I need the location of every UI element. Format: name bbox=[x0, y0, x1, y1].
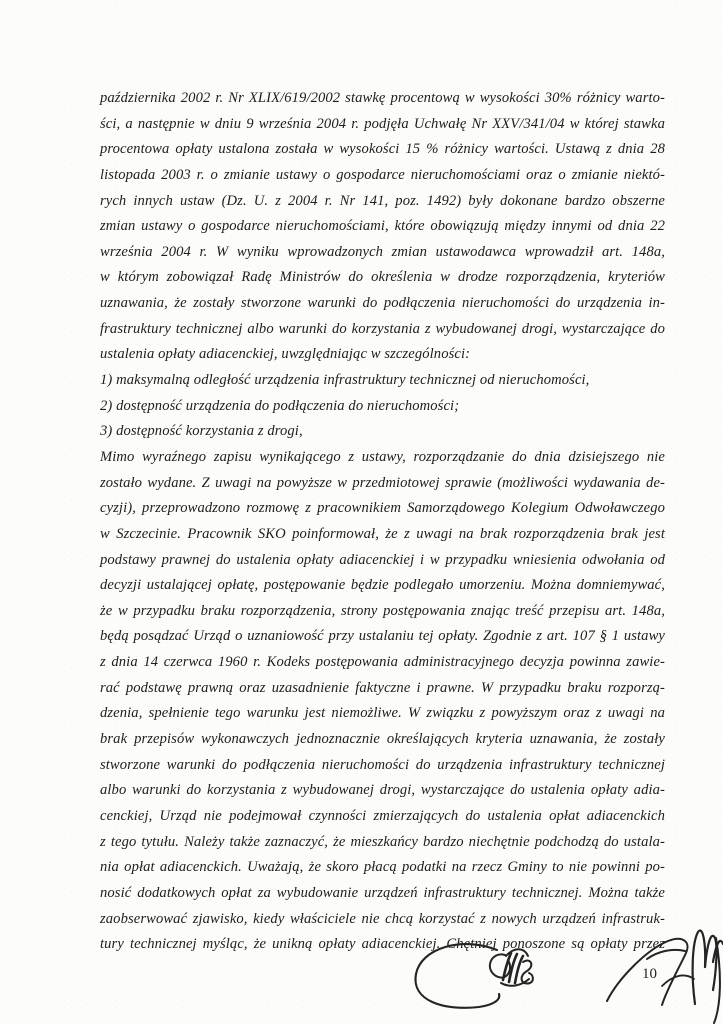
handwritten-signature-left-icon bbox=[415, 944, 532, 1008]
text-line: że w przypadku braku rozporządzenia, strony postępowania znając treść przepisu art. 148a, bbox=[100, 602, 665, 619]
text-line: z tego tytułu. Należy także zaznaczyć, że mieszkańcy bardzo niechętnie podchodzą do ustala- bbox=[100, 833, 665, 850]
text-line: nia opłat adiacenckich. Uważają, że skoro płacą podatki na rzecz Gminy to nie powinni po- bbox=[100, 859, 665, 876]
text-line: nosić dodatkowych opłat za wybudowanie urządzeń infrastruktury technicznej. Można także bbox=[100, 884, 665, 901]
text-line: rać podstawę prawną oraz uzasadnienie faktyczne i prawne. W przypadku braku rozporzą- bbox=[100, 679, 665, 696]
text-line: zostało wydane. Z uwagi na powyższe w przedmiotowej sprawie (możliwości wydawania de- bbox=[100, 474, 665, 491]
text-line: cyzji), przeprowadzono rozmowę z pracownikiem Samorządowego Kolegium Odwoławczego bbox=[100, 500, 665, 517]
text-line: dzenia, spełnienie tego warunku jest niemożliwe. W związku z powyższym oraz z uwagi na bbox=[100, 705, 665, 722]
text-line: zmian ustawy o gospodarce nieruchomościami, które obowiązują między innymi od dnia 22 bbox=[100, 218, 665, 235]
document-text-block bbox=[100, 86, 665, 958]
text-line: uznawania, że zostały stworzone warunki do podłączenia nieruchomości do urządzenia in- bbox=[100, 295, 665, 312]
text-line: podstawy prawnej do ustalenia opłaty adiacenckiej i w przypadku wniesienia odwołania od bbox=[100, 551, 665, 568]
text-line: cenckiej, Urząd nie podejmował czynności zmierzających do ustalenia opłat adiacenckich bbox=[100, 807, 665, 824]
page-number: 10 bbox=[642, 966, 657, 982]
text-line: ustalenia opłaty adiacenckiej, uwzględniając w szczególności: bbox=[100, 346, 471, 363]
signatures-area bbox=[395, 920, 723, 1024]
text-line: albo warunki do korzystania z wybudowanej drogi, wystarczające do ustalenia opłaty adia- bbox=[100, 782, 665, 799]
text-line: stworzone warunki do podłączenia nieruchomości do urządzenia infrastruktury technicznej bbox=[100, 756, 665, 773]
text-line: tury technicznej myśląc, że unikną opłaty adiacenckiej. Chętniej ponoszone są opłaty przez bbox=[100, 936, 665, 953]
text-line: w Szczecinie. Pracownik SKO poinformował, że z uwagi na brak rozporządzenia brak jest bbox=[100, 525, 665, 542]
text-line: 1) maksymalną odległość urządzenia infrastruktury technicznej od nieruchomości, bbox=[100, 372, 590, 389]
text-line: listopada 2003 r. o zmianie ustawy o gospodarce nieruchomościami oraz o zmianie niektó- bbox=[100, 166, 665, 183]
text-line: frastruktury technicznej albo warunki do korzystania z wybudowanej drogi, wystarczające do bbox=[100, 320, 665, 337]
handwritten-signature-right-icon bbox=[607, 931, 723, 1023]
text-line: decyzji ustalającej opłatę, postępowanie będzie podlegało umorzeniu. Można domniemywać, bbox=[100, 577, 665, 594]
text-line: ści, a następnie w dniu 9 września 2004 r. podjęła Uchwałę Nr XXV/341/04 w której stawka bbox=[100, 115, 665, 132]
text-line: zaobserwować zjawisko, kiedy właściciele nie chcą korzystać z nowych urządzeń infrastruk- bbox=[100, 910, 665, 927]
text-line: września 2004 r. W wyniku wprowadzonych zmian ustawodawca wprowadził art. 148a, bbox=[100, 243, 665, 260]
text-line: procentowa opłaty ustalona została w wysokości 15 % różnicy wartości. Ustawą z dnia 28 bbox=[100, 141, 665, 158]
text-line: w którym zobowiązał Radę Ministrów do określenia w drodze rozporządzenia, kryteriów bbox=[100, 269, 665, 286]
text-line: Mimo wyraźnego zapisu wynikającego z ustawy, rozporządzanie do dnia dzisiejszego nie bbox=[100, 448, 665, 465]
text-line: października 2002 r. Nr XLIX/619/2002 stawkę procentową w wysokości 30% różnicy warto- bbox=[100, 90, 665, 106]
text-line: 2) dostępność urządzenia do podłączenia do nieruchomości; bbox=[100, 397, 460, 414]
text-line: z dnia 14 czerwca 1960 r. Kodeks postępowania administracyjnego decyzja powinna zawie- bbox=[100, 654, 665, 671]
text-line: 3) dostępność korzystania z drogi, bbox=[100, 423, 303, 440]
text-line: brak przepisów wykonawczych jednoznacznie określających kryteria uznawania, że zostały bbox=[100, 731, 665, 748]
text-line: rych innych ustaw (Dz. U. z 2004 r. Nr 141, poz. 1492) były dokonane bardzo obszerne bbox=[100, 192, 665, 209]
text-line: będą posądzać Urząd o uznaniowość przy ustalaniu tej opłaty. Zgodnie z art. 107 § 1 ustawy bbox=[100, 628, 665, 645]
